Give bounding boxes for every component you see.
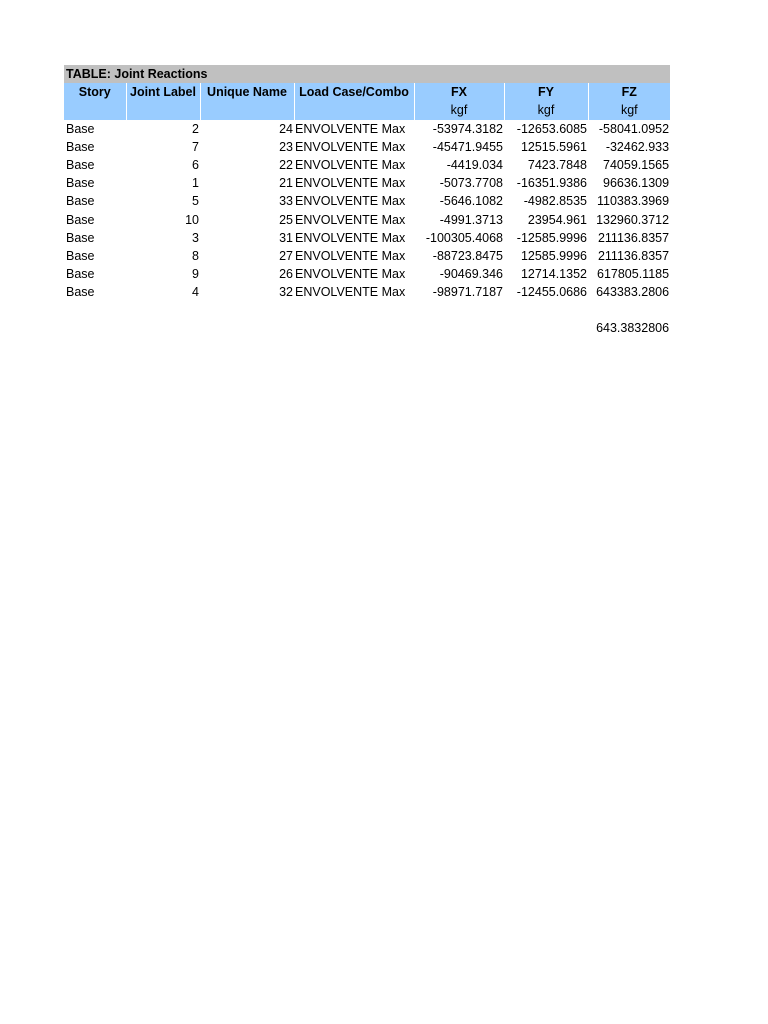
cell-fy: 12515.5961	[520, 139, 587, 154]
cell-story: Base	[66, 194, 95, 209]
empty-cell	[126, 319, 200, 337]
cell-story: Base	[66, 121, 95, 136]
empty-cell	[64, 319, 126, 337]
cell-joint-label: 5	[192, 194, 199, 209]
cell-story: Base	[66, 248, 95, 263]
cell-unique-name: 21	[279, 176, 293, 191]
header-story: Story	[64, 83, 126, 101]
cell-joint-label: 2	[192, 121, 199, 136]
cell-fz: 211136.8357	[597, 248, 670, 263]
cell-unique-name: 27	[279, 248, 293, 263]
cell-fz: 110383.3969	[597, 194, 670, 209]
unit-story	[64, 101, 126, 119]
cell-joint-label: 10	[185, 212, 199, 227]
header-fz: FZ	[588, 83, 670, 101]
unit-fy: kgf	[504, 101, 588, 119]
cell-load-case: ENVOLVENTE Max	[295, 248, 406, 263]
cell-load-case: ENVOLVENTE Max	[295, 139, 406, 154]
cell-unique-name: 24	[279, 121, 293, 136]
table-row	[64, 265, 670, 283]
table-row	[64, 229, 670, 247]
cell-unique-name: 33	[279, 194, 293, 209]
empty-cell	[414, 319, 504, 337]
cell-fx: -53974.3182	[432, 121, 503, 136]
cell-fy: -12585.9996	[516, 230, 587, 245]
cell-fy: -12455.0686	[516, 285, 587, 300]
cell-story: Base	[66, 158, 95, 173]
header-fx: FX	[414, 83, 504, 101]
unit-unique-name	[200, 101, 294, 119]
cell-joint-label: 4	[192, 285, 199, 300]
cell-fy: -4982.8535	[523, 194, 587, 209]
table-row	[64, 156, 670, 174]
cell-unique-name: 32	[279, 285, 293, 300]
table-row	[64, 192, 670, 210]
cell-fx: -90469.346	[439, 267, 503, 282]
cell-fx: -4991.3713	[439, 212, 503, 227]
cell-story: Base	[66, 267, 95, 282]
cell-joint-label: 8	[192, 248, 199, 263]
cell-unique-name: 25	[279, 212, 293, 227]
cell-load-case: ENVOLVENTE Max	[295, 121, 406, 136]
header-joint-label: Joint Label	[126, 83, 200, 101]
spacer-cell	[64, 301, 670, 319]
table-title-row	[64, 65, 670, 83]
cell-load-case: ENVOLVENTE Max	[295, 230, 406, 245]
cell-load-case: ENVOLVENTE Max	[295, 176, 406, 191]
cell-fz: 643383.2806	[596, 285, 670, 300]
cell-joint-label: 3	[192, 230, 199, 245]
cell-load-case: ENVOLVENTE Max	[295, 212, 406, 227]
cell-fz: -32462.933	[605, 139, 670, 154]
cell-story: Base	[66, 285, 95, 300]
cell-fz: -58041.0952	[598, 121, 670, 136]
cell-load-case: ENVOLVENTE Max	[295, 267, 406, 282]
cell-joint-label: 7	[192, 139, 199, 154]
summary-row	[64, 319, 670, 337]
table-title: TABLE: Joint Reactions	[64, 65, 670, 83]
joint-reactions-table	[64, 65, 670, 337]
cell-fx: -5073.7708	[439, 176, 503, 191]
cell-story: Base	[66, 139, 95, 154]
cell-fz: 617805.1185	[597, 267, 670, 282]
cell-load-case: ENVOLVENTE Max	[295, 158, 406, 173]
cell-fz: 96636.1309	[603, 176, 670, 191]
summary-value: 643.3832806	[596, 321, 670, 336]
cell-unique-name: 26	[279, 267, 293, 282]
cell-unique-name: 31	[279, 230, 293, 245]
table-row	[64, 283, 670, 301]
cell-joint-label: 9	[192, 267, 199, 282]
unit-fx: kgf	[414, 101, 504, 119]
cell-story: Base	[66, 230, 95, 245]
cell-joint-label: 1	[192, 176, 199, 191]
cell-unique-name: 23	[279, 139, 293, 154]
table-row	[64, 138, 670, 156]
header-unique-name: Unique Name	[200, 83, 294, 101]
cell-fy: 12714.1352	[520, 267, 587, 282]
cell-fx: -98971.7187	[432, 285, 503, 300]
cell-fy: -12653.6085	[516, 121, 587, 136]
cell-joint-label: 6	[192, 158, 199, 173]
empty-cell	[504, 319, 588, 337]
spacer-row	[64, 301, 670, 319]
unit-load-case	[294, 101, 414, 119]
header-fy: FY	[504, 83, 588, 101]
empty-cell	[294, 319, 414, 337]
cell-fy: 7423.7848	[527, 158, 587, 173]
cell-fx: -4419.034	[446, 158, 503, 173]
spreadsheet-sheet	[64, 65, 670, 337]
cell-fz: 74059.1565	[603, 158, 670, 173]
cell-fz: 132960.3712	[596, 212, 670, 227]
cell-story: Base	[66, 212, 95, 227]
column-header-row	[64, 83, 670, 101]
table-row	[64, 211, 670, 229]
unit-row	[64, 101, 670, 119]
cell-load-case: ENVOLVENTE Max	[295, 285, 406, 300]
header-load-case: Load Case/Combo	[294, 83, 414, 101]
cell-fx: -5646.1082	[439, 194, 503, 209]
cell-unique-name: 22	[279, 158, 293, 173]
cell-fy: -16351.9386	[516, 176, 587, 191]
cell-fy: 23954.961	[527, 212, 587, 227]
unit-joint-label	[126, 101, 200, 119]
table-row	[64, 247, 670, 265]
cell-fx: -100305.4068	[425, 230, 503, 245]
cell-story: Base	[66, 176, 95, 191]
table-row	[64, 174, 670, 192]
cell-fz: 211136.8357	[597, 230, 670, 245]
cell-fx: -45471.9455	[432, 139, 503, 154]
cell-fy: 12585.9996	[520, 248, 587, 263]
table-row	[64, 120, 670, 138]
cell-load-case: ENVOLVENTE Max	[295, 194, 406, 209]
cell-fx: -88723.8475	[432, 248, 503, 263]
empty-cell	[200, 319, 294, 337]
unit-fz: kgf	[588, 101, 670, 119]
